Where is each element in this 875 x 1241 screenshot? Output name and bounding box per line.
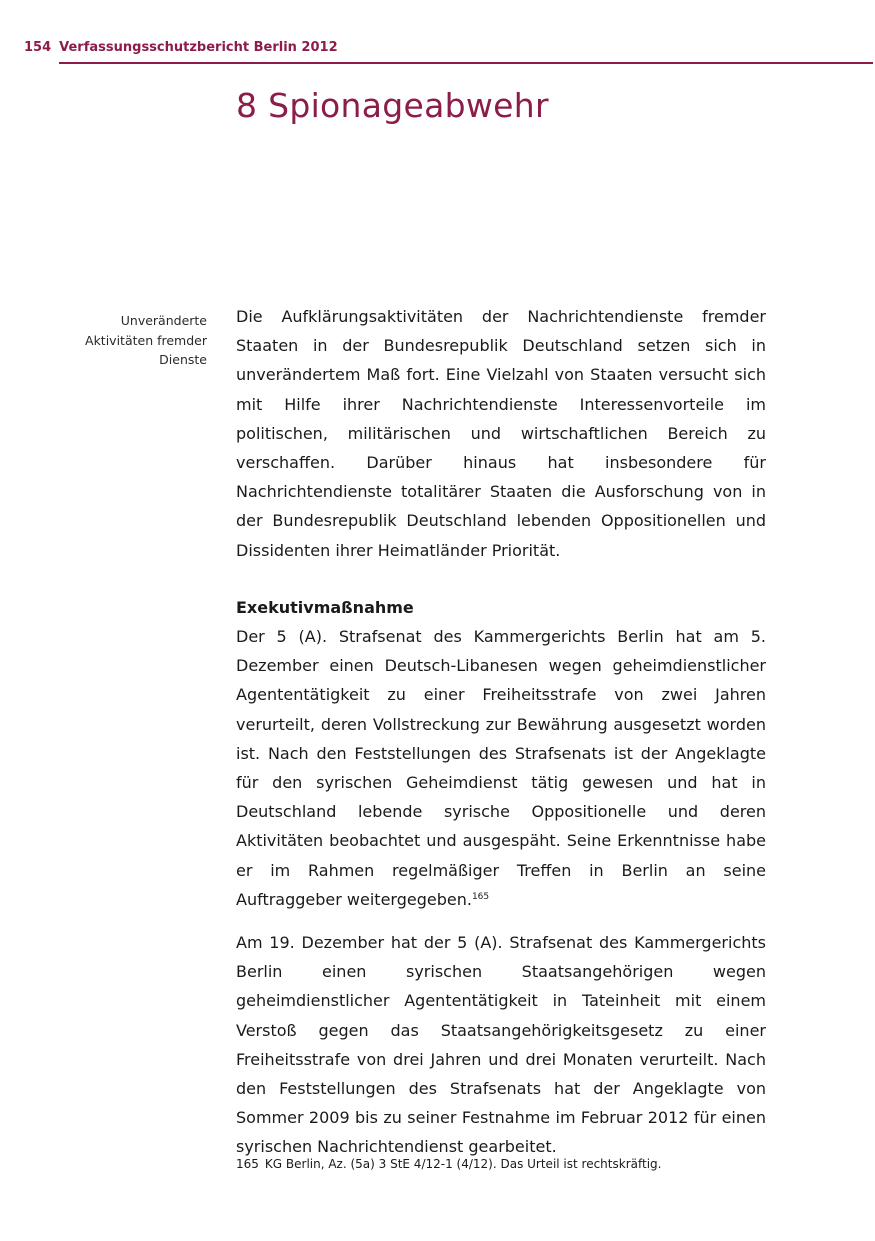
footnote-number: 165 [236,1157,259,1171]
margin-note-line: Unveränderte [120,313,207,328]
footnote [236,1155,796,1173]
footnote-reference[interactable]: 165 [471,891,490,902]
body-column [236,302,766,1162]
margin-note-line: Dienste [159,352,207,367]
paragraph-verdict-1 [236,622,766,914]
running-header [24,40,338,55]
section-heading: Exekutivmaßnahme [236,597,414,617]
header-rule [59,62,873,64]
running-title: Verfassungsschutzbericht Berlin 2012 [59,40,338,55]
margin-note-line: Aktivitäten fremder [85,332,207,348]
intro-paragraph: Die Aufklärungsaktivitäten der Nachrichtendienste fremder Staaten in der Bundesrepublik Deutschland setzen sich in unverändertem Maß fort. Eine Vielzahl von Staaten versucht sich mit Hilfe ihrer Nachrichtendienste Interessenvorteile im politischen, militärischen und wirtschaftlichen Bereich zu verschaffen. Darüber hinaus hat insbesondere für Nachrichtendienste totalitärer Staaten die Ausforschung von in der Bundesrepublik Deutschland lebenden Oppositionellen und Dissidenten ihrer Heimatländer Priorität. [236,307,766,560]
footnote-text: KG Berlin, Az. (5a) 3 StE 4/12-1 (4/12). Das Urteil ist rechtskräftig. [264,1157,662,1171]
chapter-title: 8 Spionageabwehr [236,86,549,125]
page-number: 154 [24,40,52,55]
paragraph-verdict-2: Am 19. Dezember hat der 5 (A). Strafsenat des Kammergerichts Berlin einen syrischen Staatsangehörigen wegen geheimdienstlicher Agententätigkeit in Tateinheit mit einem Verstoß gegen das Staatsangehörigkeitsgesetz zu einer Freiheitsstrafe von drei Jahren und drei Monaten verurteilt. Nach den Feststellungen des Strafsenats hat der Angeklagte von Sommer 2009 bis zu seiner Festnahme im Februar 2012 für einen syrischen Nachrichtendienst gearbeitet. [236,933,766,1157]
paragraph-verdict-1-text: Der 5 (A). Strafsenat des Kammergerichts Berlin hat am 5. Dezember einen Deutsch-Libanesen wegen geheimdienstlicher Agententätigkeit zu einer Freiheitsstrafe von zwei Jahren verurteilt, deren Vollstreckung zur Bewährung ausgesetzt worden ist. Nach den Feststellungen des Strafsenats ist der Angeklagte für den syrischen Geheimdienst tätig gewesen und hat in Deutschland lebende syrische Oppositionelle und deren Aktivitäten beobachtet und ausgespäht. Seine Erkenntnisse habe er im Rahmen regelmäßiger Treffen in Berlin an seine Auftraggeber weitergegeben. [236,627,766,909]
margin-note [67,311,207,370]
